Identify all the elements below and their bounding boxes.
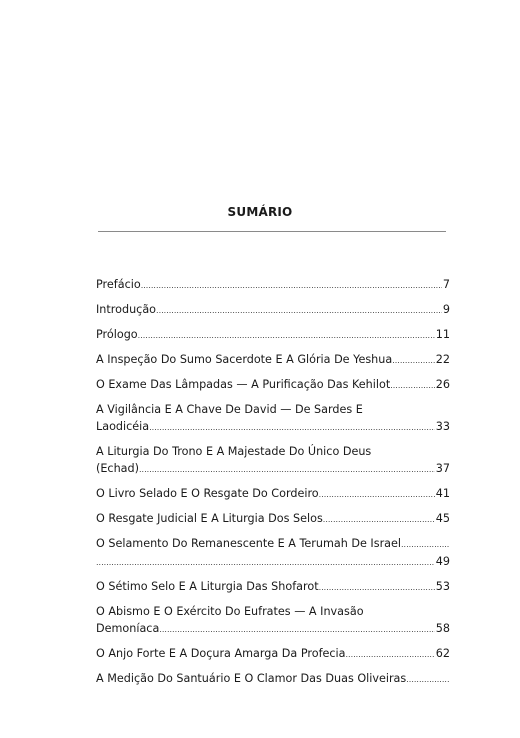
- toc-entry-title-line1: A Vigilância E A Chave De David — De Sardes E: [96, 403, 363, 416]
- toc-entry-title: A Inspeção Do Sumo Sacerdote E A Glória De Yeshua: [96, 353, 393, 366]
- toc-entry-title-line1: O Abismo E O Exército Do Eufrates — A Invasão: [96, 605, 364, 618]
- toc-entry-page: 62: [435, 647, 450, 660]
- toc-leader-dots: [149, 419, 435, 436]
- toc-entry-title: Introdução: [96, 303, 157, 316]
- toc-entry-title: O Resgate Judicial E A Liturgia Dos Selos: [96, 512, 323, 525]
- toc-entry-title: O Anjo Forte E A Doçura Amarga Da Profecia: [96, 647, 346, 660]
- toc-entry-title: A Medição Do Santuário E O Clamor Das Duas Oliveiras: [96, 672, 407, 685]
- toc-entry: [96, 510, 450, 528]
- toc-leader-dots: [159, 621, 434, 638]
- toc-entry-title: O Livro Selado E O Resgate Do Cordeiro: [96, 487, 319, 500]
- toc-leader-dots: [390, 377, 435, 394]
- toc-entry-page: 22: [435, 353, 450, 366]
- toc-entry-title: Prefácio: [96, 278, 141, 291]
- toc-entry: [96, 301, 450, 319]
- toc-entry: [96, 276, 450, 294]
- toc-entry: [96, 578, 450, 596]
- toc-entry-page: 37: [435, 462, 450, 475]
- toc-entry-page: 9: [442, 303, 450, 316]
- toc-entry-page: 11: [435, 328, 450, 341]
- toc-leader-dots: [346, 646, 435, 663]
- toc-entry-title: O Exame Das Lâmpadas — A Purificação Das Kehilot: [96, 378, 391, 391]
- toc-leader-dots: [141, 277, 442, 294]
- toc-entry-page: 58: [435, 622, 450, 635]
- table-of-contents: [96, 276, 450, 695]
- toc-leader-dots: [319, 486, 435, 503]
- toc-entry: [96, 326, 450, 344]
- toc-entry-title-line2: Demoníaca: [96, 622, 160, 635]
- toc-entry-title-line2: Laodicéia: [96, 420, 150, 433]
- toc-entry-title-line1: O Selamento Do Remanescente E A Terumah De Israel: [96, 537, 402, 550]
- toc-leader-dots: [138, 327, 435, 344]
- toc-leader-dots: [96, 554, 435, 571]
- toc-entry-title-line1: A Liturgia Do Trono E A Majestade Do Único Deus: [96, 445, 372, 458]
- toc-leader-dots: [406, 671, 450, 688]
- toc-entry: [96, 351, 450, 369]
- toc-entry-page: 41: [435, 487, 450, 500]
- toc-entry: [96, 645, 450, 663]
- toc-leader-dots: [323, 511, 435, 528]
- toc-entry-page: 26: [435, 378, 450, 391]
- toc-entry: [96, 603, 450, 638]
- toc-leader-dots: [401, 536, 450, 553]
- toc-leader-dots: [392, 352, 435, 369]
- toc-entry-title: Prólogo: [96, 328, 138, 341]
- toc-leader-dots: [319, 579, 435, 596]
- heading-divider: [98, 231, 446, 232]
- toc-entry-page: 53: [435, 580, 450, 593]
- toc-entry: [96, 443, 450, 478]
- toc-entry: [96, 376, 450, 394]
- toc-heading: SUMÁRIO: [227, 205, 293, 219]
- toc-entry: [96, 670, 450, 688]
- toc-entry-page: 49: [435, 555, 450, 568]
- toc-entry: [96, 535, 450, 571]
- toc-entry: [96, 401, 450, 436]
- toc-entry-title-line2: (Echad): [96, 462, 139, 475]
- toc-entry: [96, 485, 450, 503]
- toc-leader-dots: [156, 302, 442, 319]
- toc-entry-page: 7: [442, 278, 450, 291]
- toc-entry-page: 45: [435, 512, 450, 525]
- toc-entry-page: 33: [435, 420, 450, 433]
- toc-entry-title: O Sétimo Selo E A Liturgia Das Shofarot: [96, 580, 319, 593]
- toc-leader-dots: [139, 461, 435, 478]
